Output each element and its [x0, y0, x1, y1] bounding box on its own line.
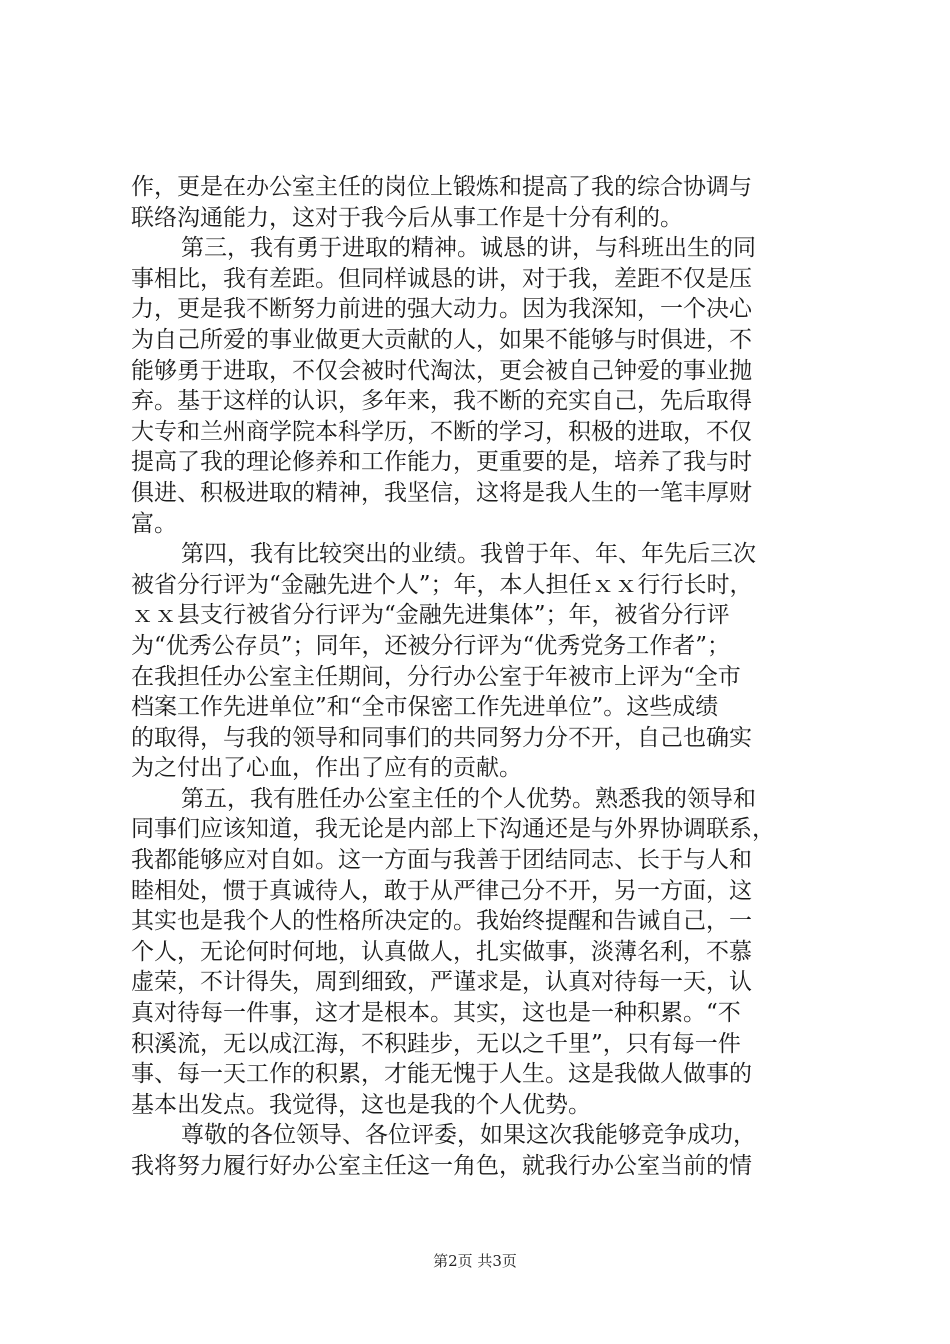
text-line: 真对待每一件事，这才是根本。其实，这也是一种积累。“不: [131, 1000, 741, 1027]
text-line: 尊敬的各位领导、各位评委，如果这次我能够竞争成功，: [181, 1122, 756, 1149]
text-line: 能够勇于进取，不仅会被时代淘汰，更会被自己钟爱的事业抛: [131, 357, 752, 384]
text-line: 俱进、积极进取的精神，我坚信，这将是我人生的一笔丰厚财: [131, 479, 752, 506]
document-body: [131, 172, 831, 1182]
text-line: 提高了我的理论修养和工作能力，更重要的是，培养了我与时: [131, 449, 752, 476]
text-line: 我将努力履行好办公室主任这一角色，就我行办公室当前的情: [131, 1153, 752, 1179]
text-line: 档案工作先进单位”和“全市保密工作先进单位”。这些成绩: [131, 694, 719, 721]
text-line: 睦相处，惯于真诚待人，敢于从严律己分不开，另一方面，这: [131, 877, 752, 904]
text-line: 第三，我有勇于进取的精神。诚恳的讲，与科班出生的同: [181, 235, 756, 262]
text-line: 第五，我有胜任办公室主任的个人优势。熟悉我的领导和: [181, 785, 756, 812]
text-line: 力，更是我不断努力前进的强大动力。因为我深知，一个决心: [131, 296, 752, 323]
text-line: 富。: [131, 510, 177, 537]
text-line: 大专和兰州商学院本科学历，不断的学习，积极的进取，不仅: [131, 418, 752, 445]
text-line: 事、每一天工作的积累，才能无愧于人生。这是我做人做事的: [131, 1061, 752, 1088]
text-line: 个人，无论何时何地，认真做人，扎实做事，淡薄名利，不慕: [131, 938, 752, 965]
text-line: ｘｘ县支行被省分行评为“金融先进集体”；年，被省分行评: [131, 602, 730, 629]
text-line: 为自己所爱的事业做更大贡献的人，如果不能够与时俱进，不: [131, 326, 752, 353]
text-line: 第四，我有比较突出的业绩。我曾于年、年、年先后三次: [181, 541, 756, 568]
text-line: 虚荣，不计得失，周到细致，严谨求是，认真对待每一天，认: [131, 969, 752, 996]
text-line: 被省分行评为“金融先进个人”；年，本人担任ｘｘ行行长时，: [131, 571, 753, 598]
text-line: 在我担任办公室主任期间，分行办公室于年被市上评为“全市: [131, 663, 741, 690]
text-line: 事相比，我有差距。但同样诚恳的讲，对于我，差距不仅是压: [131, 265, 752, 292]
text-line: 同事们应该知道，我无论是内部上下沟通还是与外界协调联系，: [131, 816, 775, 843]
text-line: 积溪流，无以成江海，不积跬步，无以之千里”，只有每一件: [131, 1030, 741, 1057]
text-line: 为“优秀公存员”；同年，还被分行评为“优秀党务工作者”；: [131, 632, 731, 659]
page-footer: 第2页 共3页: [433, 1252, 517, 1270]
text-line: 弃。基于这样的认识，多年来，我不断的充实自己，先后取得: [131, 388, 752, 415]
text-line: 联络沟通能力，这对于我今后从事工作是十分有利的。: [131, 204, 683, 231]
text-line: 其实也是我个人的性格所决定的。我始终提醒和告诫自己，一: [131, 908, 752, 935]
text-line: 我都能够应对自如。这一方面与我善于团结同志、长于与人和: [131, 847, 752, 874]
text-line: 基本出发点。我觉得，这也是我的个人优势。: [131, 1091, 591, 1118]
text-line: 作，更是在办公室主任的岗位上锻炼和提高了我的综合协调与: [131, 174, 752, 200]
text-line: 为之付出了心血，作出了应有的贡献。: [131, 755, 522, 782]
text-line: 的取得，与我的领导和同事们的共同努力分不开，自己也确实: [131, 724, 752, 751]
